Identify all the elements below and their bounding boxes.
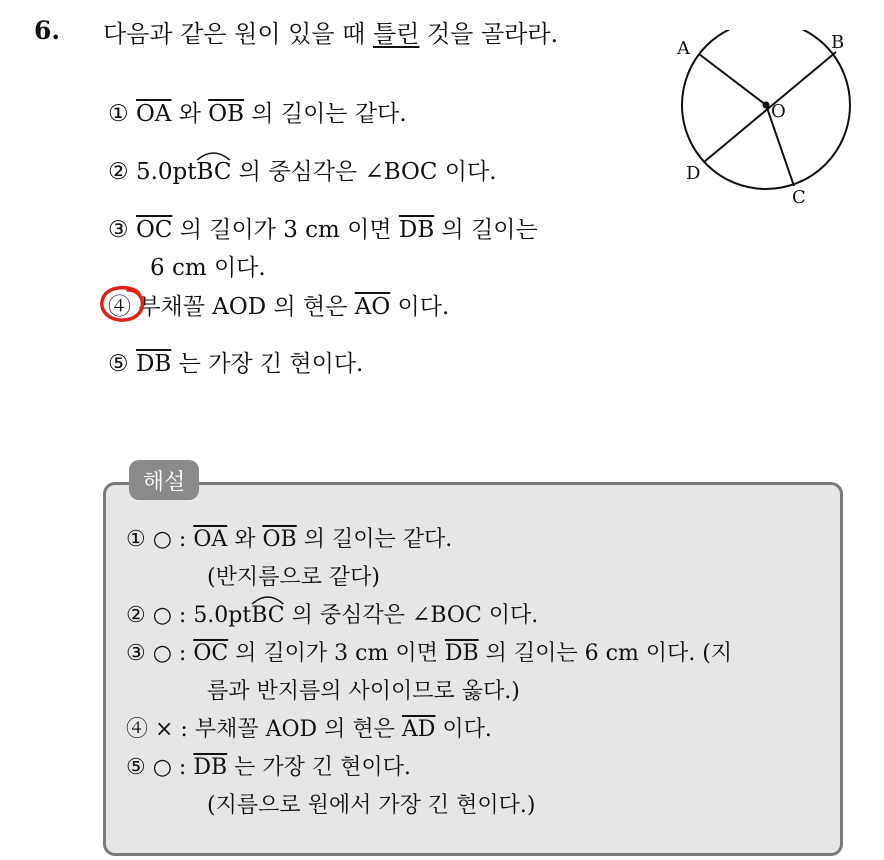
explanation-line-5: 름과 반지름의 사이이므로 옳다.) xyxy=(207,679,520,704)
problem-number: 6. xyxy=(34,16,61,45)
explanation-line-1: ① ○ : $\overline{OA}$ 와 $\overline{OB}$ 의 길이는 같다. xyxy=(126,527,453,552)
option-5: ⑤ $\overline{DB}$ 는 가장 긴 현이다. xyxy=(108,351,364,377)
arc-bc-explanation: BC xyxy=(251,603,284,628)
label-a: A xyxy=(677,38,690,59)
question-text: 다음과 같은 원이 있을 때 틀린 것을 골라라. xyxy=(103,20,559,48)
red-circle-mark xyxy=(98,284,150,324)
label-d: D xyxy=(686,163,701,184)
label-o: O xyxy=(771,101,786,122)
underlined-word: 틀린 xyxy=(372,20,420,48)
center-point xyxy=(763,102,770,109)
label-c: C xyxy=(792,187,806,208)
diameter-db xyxy=(704,52,836,162)
explanation-line-8: (지름으로 원에서 가장 긴 현이다.) xyxy=(207,793,536,818)
explanation-line-4: ③ ○ : $\overline{OC}$ 의 길이가 3 cm 이면 $\overline{DB}$ 의 길이는 6 cm 이다. (지 xyxy=(126,641,733,666)
label-b: B xyxy=(831,32,845,53)
explanation-line-7: ⑤ ○ : $\overline{DB}$ 는 가장 긴 현이다. xyxy=(126,755,411,780)
option-3: ③ $\overline{OC}$ 의 길이가 3 cm 이면 $\overline{DB}$ 의 길이는 xyxy=(108,217,538,243)
explanation-tag: 해설 xyxy=(129,460,199,500)
chord-ao xyxy=(699,54,766,105)
explanation-line-2: (반지름으로 같다) xyxy=(207,565,380,590)
option-1: ① $\overline{OA}$ 와 $\overline{OB}$ 의 길이는 같다. xyxy=(108,101,407,127)
option-4: ④ 부채꼴 AOD 의 현은 $\overline{AO}$ 이다. xyxy=(108,294,450,320)
option-3-continued: 6 cm 이다. xyxy=(150,255,266,281)
circle-diagram xyxy=(665,30,865,210)
explanation-line-6: ④ × : 부채꼴 AOD 의 현은 $\overline{AD}$ 이다. xyxy=(126,717,492,742)
option-2: ② 5.0pt BC 의 중심각은 ∠BOC 이다. xyxy=(108,153,497,186)
arc-bc: BC xyxy=(196,159,231,185)
explanation-line-3: ② ○ : 5.0pt BC 의 중심각은 ∠BOC 이다. xyxy=(126,598,538,629)
